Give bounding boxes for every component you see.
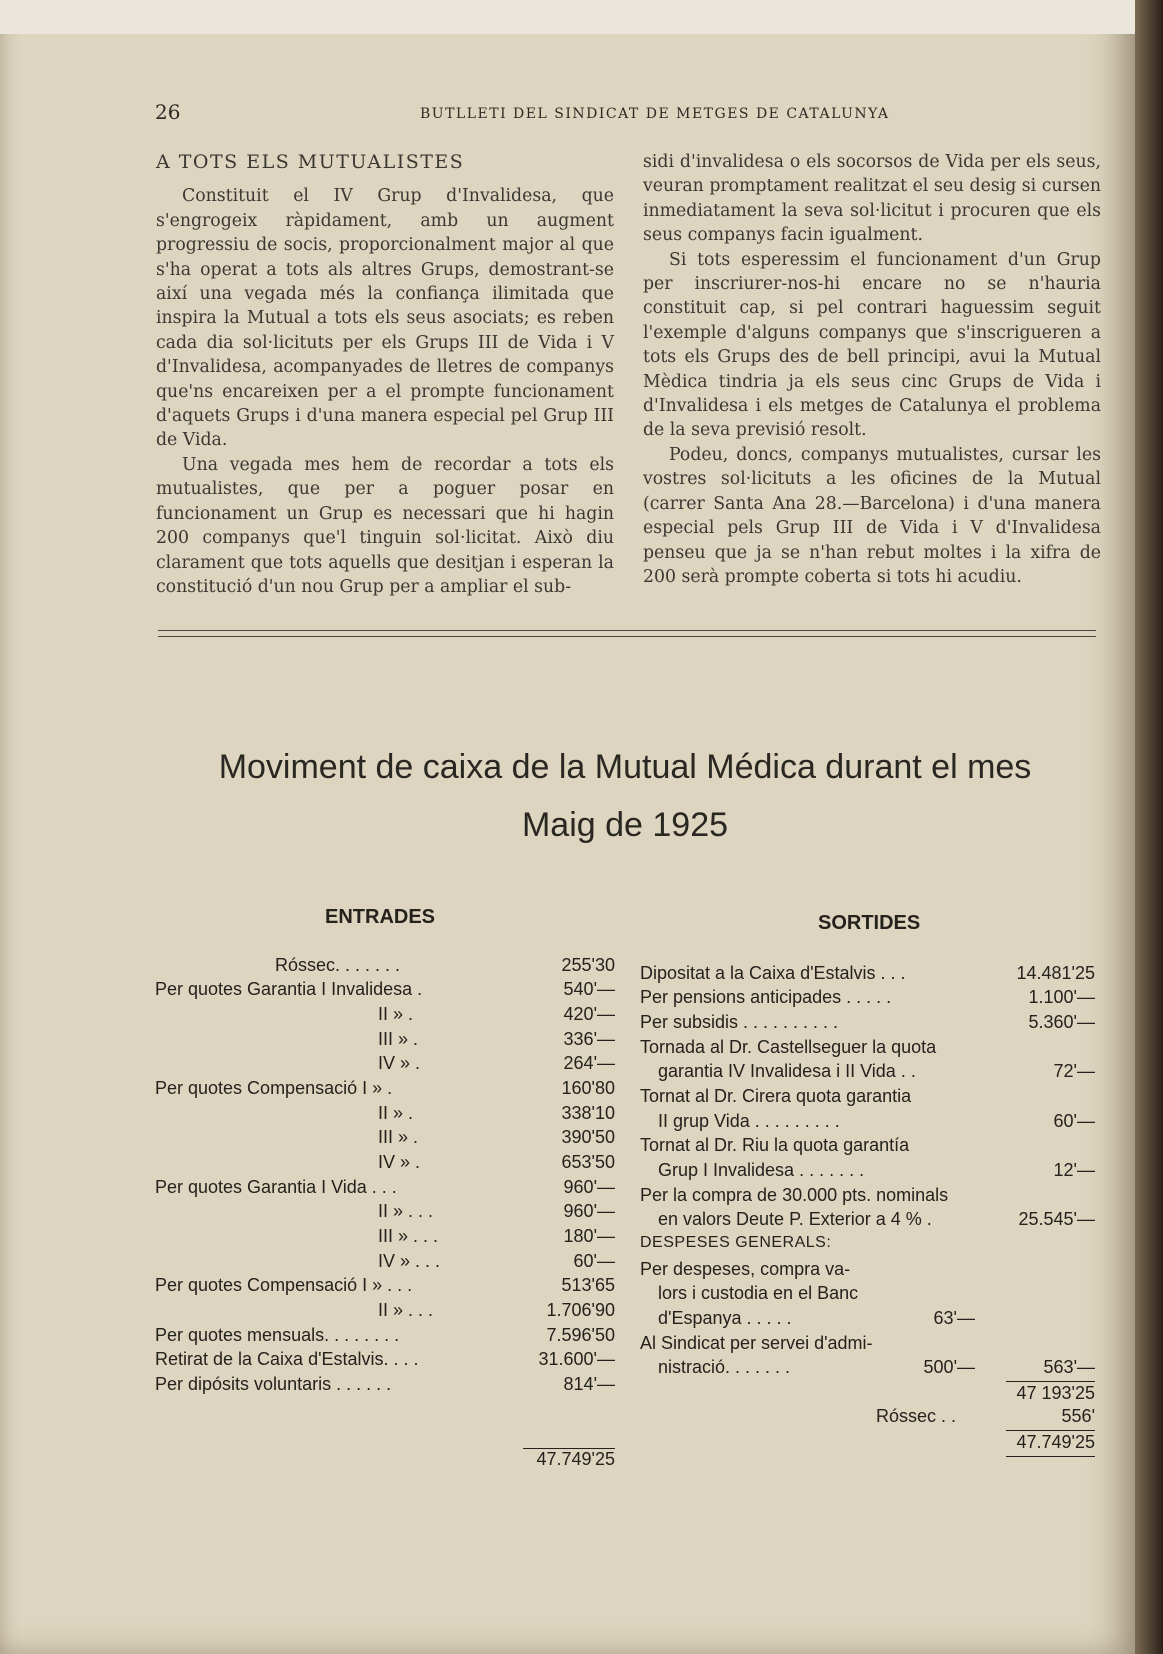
sortides-ledger [640, 963, 1095, 1483]
ledger-label: Tornat al Dr. Cirera quota garantia [640, 1086, 912, 1106]
ledger-amount: 1.706'90 [546, 1300, 615, 1320]
ledger-amount: 960'— [563, 1201, 615, 1221]
ledger-label: d'Espanya . . . . . [658, 1308, 792, 1328]
article-paragraph: Podeu, doncs, companys mutualistes, cursar les vostres sol·licituts a les oficines de la Mutual (carrer Santa Ana 28.—Barcelona) i d'una manera especial pels Grup III de Vida i V d'Invalidesa penseu que ja se n'han rebut moltes i la xifra de 200 serà prompte coberta si tots hi acudiu. [643, 444, 1101, 587]
ledger-amount: 12'— [1053, 1160, 1095, 1180]
scan-top-margin [0, 0, 1135, 34]
ledger-amount: 5.360'— [1028, 1012, 1095, 1032]
rossec-label: Róssec . . [876, 1406, 957, 1426]
report-title: Moviment de caixa de la Mutual Médica durant el mes [218, 748, 1032, 786]
ledger-label: Per quotes Garantia I Vida . . . [155, 1177, 397, 1197]
ledger-label: en valors Deute P. Exterior a 4 % . [658, 1209, 932, 1229]
total-underline [1006, 1456, 1095, 1457]
ledger-label: Per quotes mensuals. . . . . . . . [155, 1325, 400, 1345]
ledger-label: IV » . . . [378, 1251, 441, 1271]
section-divider [158, 636, 1096, 637]
ledger-label: Al Sindicat per servei d'admi- [640, 1333, 873, 1353]
ledger-label: Per quotes Compensació I » . [155, 1078, 393, 1098]
sortides-heading: SORTIDES [818, 912, 921, 934]
ledger-amount: 540'— [563, 979, 615, 999]
ledger-label: Per quotes Garantia I Invalidesa . [155, 979, 423, 999]
ledger-amount: 814'— [563, 1374, 615, 1394]
entrades-heading: ENTRADES [325, 906, 436, 928]
ledger-label: Per subsidis . . . . . . . . . . [640, 1012, 839, 1032]
ledger-amount: 160'80 [561, 1078, 615, 1098]
ledger-label: Tornada al Dr. Castellseguer la quota [640, 1037, 937, 1057]
ledger-label: II grup Vida . . . . . . . . . [658, 1111, 840, 1131]
subtotal-rule [1006, 1381, 1095, 1382]
ledger-sub-amount: 63'— [933, 1308, 975, 1328]
ledger-section-label: DESPESES GENERALS: [640, 1234, 832, 1251]
ledger-label: Dipositat a la Caixa d'Estalvis . . . [640, 963, 906, 983]
ledger-amount: 60'— [573, 1251, 615, 1271]
article-left-column [156, 150, 614, 599]
ledger-amount: 25.545'— [1018, 1209, 1095, 1229]
page-number: 26 [155, 100, 181, 124]
ledger-amount: 31.600'— [538, 1349, 615, 1369]
ledger-amount: 338'10 [561, 1103, 615, 1123]
article-paragraph: sidi d'invalidesa o els socorsos de Vida per els seus, veuran promptament realitzat el seu desig si cursen inmediatament la seva sol·licitut i procuren que els seus companys facin igualment. [643, 152, 1101, 246]
article-paragraph: Constituit el IV Grup d'Invalidesa, que s'engrogeix ràpidament, amb un augment progressiu de socis, proporcionalment major al que s'ha operat a tots als altres Grups, demostrant-se així una vegada més la confiança ilimitada que inspira la Mutual a tots els seus asociats; es reben cada dia sol·licituts per els Grups III de Vida i V d'Invalidesa, acompanyades de lletres de companys que'ns encareixen per a el prompte funcionament d'aquets Grups i d'una manera especial pel Grup III de Vida. [156, 186, 614, 451]
ledger-label: II » . . . [378, 1201, 434, 1221]
ledger-label: Róssec. . . . . . . [275, 955, 401, 975]
ledger-label: Per quotes Compensació I » . . . [155, 1275, 413, 1295]
ledger-amount: 14.481'25 [1016, 963, 1095, 983]
ledger-label: II » . [378, 1004, 414, 1024]
ledger-amount: 336'— [563, 1029, 615, 1049]
ledger-label: IV » . [378, 1053, 421, 1073]
sortides-subtotal: 47 193'25 [1016, 1383, 1095, 1403]
ledger-amount: 390'50 [561, 1127, 615, 1147]
ledger-label: III » . [378, 1127, 419, 1147]
ledger-amount: 60'— [1053, 1111, 1095, 1131]
section-divider [158, 630, 1096, 631]
ledger-sub-amount: 500'— [923, 1357, 975, 1377]
ledger-label: Retirat de la Caixa d'Estalvis. . . . [155, 1349, 419, 1369]
ledger-amount: 255'30 [561, 955, 615, 975]
ledger-amount: 653'50 [561, 1152, 615, 1172]
ledger-label: III » . . . [378, 1226, 439, 1246]
ledger-amount: 513'65 [561, 1275, 615, 1295]
rossec-amount: 556' [1061, 1406, 1095, 1426]
page-header [155, 100, 1100, 130]
ledger-amount: 7.596'50 [546, 1325, 615, 1345]
ledger-label: nistració. . . . . . . [658, 1357, 791, 1377]
ledger-label: II » . [378, 1103, 414, 1123]
total-rule [1006, 1430, 1095, 1431]
ledger-label: Per despeses, compra va- [640, 1259, 851, 1279]
ledger-label: II » . . . [378, 1300, 434, 1320]
ledger-amount: 960'— [563, 1177, 615, 1197]
ledger-label: IV » . [378, 1152, 421, 1172]
article-paragraph: Una vegada mes hem de recordar a tots els mutualistes, que per a poguer posar en funcionament un Grup es necessari que hi hagin 200 companys que'l tinguin sol·licitat. Això diu clarament que tots aquells que desitjan i esperan la constitució d'un nou Grup per a ampliar el sub- [156, 454, 614, 597]
ledger-label: Per pensions anticipades . . . . . [640, 987, 892, 1007]
ledger-amount: 1.100'— [1028, 987, 1095, 1007]
article-right-column [643, 150, 1101, 589]
ledger-amount: 563'— [1043, 1357, 1095, 1377]
ledger-amount: 420'— [563, 1004, 615, 1024]
ledger-label: Per la compra de 30.000 pts. nominals [640, 1185, 949, 1205]
entrades-ledger [155, 955, 615, 1475]
report-subtitle: Maig de 1925 [521, 806, 729, 844]
article-heading: A TOTS ELS MUTUALISTES [156, 151, 465, 173]
ledger-label: III » . [378, 1029, 419, 1049]
ledger-label: Per dipósits voluntaris . . . . . . [155, 1374, 392, 1394]
ledger-amount: 72'— [1053, 1061, 1095, 1081]
entrades-total: 47.749'25 [536, 1449, 615, 1469]
ledger-amount: 180'— [563, 1226, 615, 1246]
article-paragraph: Si tots esperessim el funcionament d'un Grup per inscriurer-nos-hi encare no se n'hauria constituit cap, si pel contrari haguessim seguit l'exemple d'alguns companys que s'inscrigueren a tots els Grups des de bell principi, avui la Mutual Mèdica tindria ja els seus cinc Grups de Vida i d'Invalidesa i els metges de Catalunya el problema de la seva previsió resolt. [643, 249, 1101, 441]
book-spine-edge [1135, 0, 1163, 1654]
ledger-label: lors i custodia en el Banc [658, 1283, 859, 1303]
sortides-total: 47.749'25 [1016, 1432, 1095, 1452]
ledger-label: Grup I Invalidesa . . . . . . . [658, 1160, 865, 1180]
ledger-amount: 264'— [563, 1053, 615, 1073]
ledger-label: garantia IV Invalidesa i II Vida . . [658, 1061, 916, 1081]
ledger-label: Tornat al Dr. Riu la quota garantía [640, 1135, 910, 1155]
running-head: BUTLLETI DEL SINDICAT DE METGES DE CATALUNYA [420, 106, 890, 122]
